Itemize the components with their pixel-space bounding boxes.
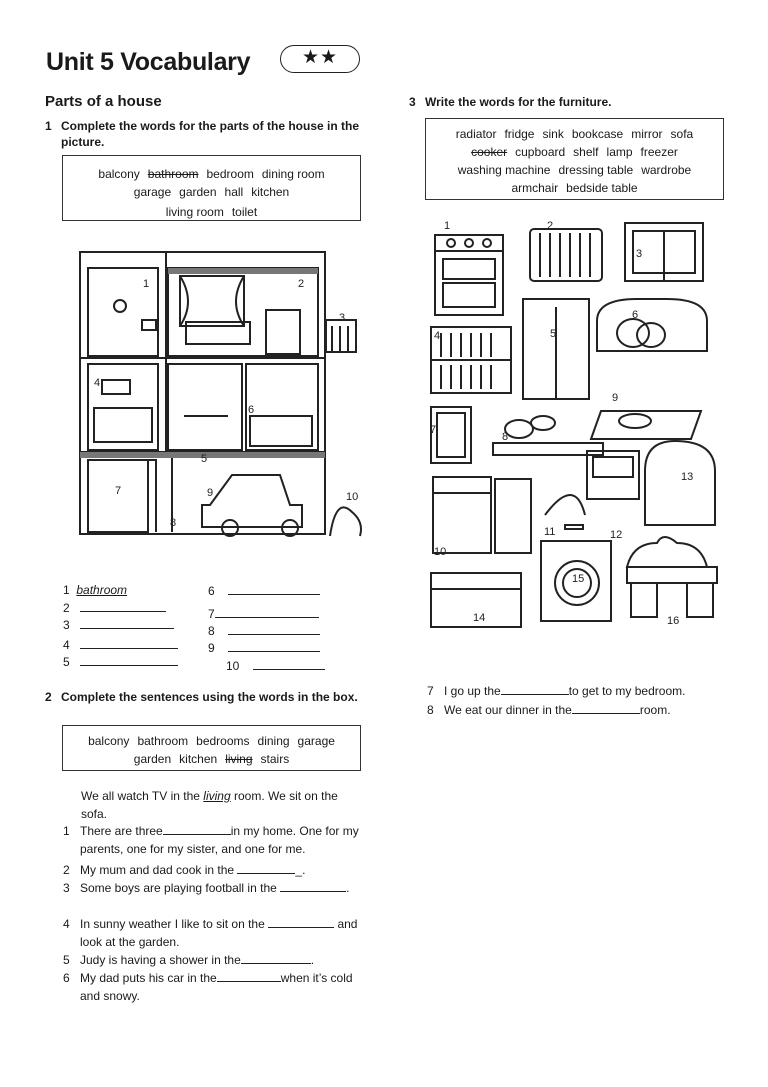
word-box-item: shelf: [573, 145, 599, 159]
ex2-number: 2: [45, 690, 52, 704]
sentence-blank[interactable]: [163, 823, 231, 835]
answer-number: 4: [63, 638, 70, 652]
sentence-item: [63, 822, 363, 858]
sentence-blank[interactable]: [572, 702, 640, 714]
word-box-item: balcony: [98, 167, 140, 181]
sentence-text: In sunny weather I like to sit on the: [80, 917, 269, 931]
house-label: 8: [170, 517, 177, 529]
sentence-item: [63, 951, 363, 969]
ex1-instruction-text: Complete the words for the parts of the house in the picture.: [61, 119, 360, 149]
page-title: Unit 5 Vocabulary: [46, 48, 251, 76]
answer-number: 9: [208, 641, 215, 655]
answer-number: 10: [226, 659, 240, 673]
sentence-text: We eat our dinner in the: [444, 703, 572, 717]
sentence-text: I go up the: [444, 684, 501, 698]
word-box-item: wardrobe: [641, 163, 692, 177]
sentence-number: 8: [427, 703, 434, 717]
house-label: 10: [346, 491, 359, 503]
furniture-label: 16: [667, 615, 680, 627]
sentence-text: room.: [639, 703, 671, 717]
furniture-label: 1: [444, 220, 451, 232]
answer-blank[interactable]: [80, 600, 166, 612]
word-box-item: garage: [297, 734, 335, 748]
answer-row: [208, 606, 319, 621]
house-label: 3: [339, 312, 346, 324]
sentence-item: [63, 915, 363, 951]
sentence-text: .: [346, 881, 350, 895]
ex1-number: 1: [45, 119, 52, 133]
answer-blank[interactable]: [253, 658, 325, 670]
furniture-label: 8: [502, 431, 509, 443]
sentence-text: My mum and dad cook in the: [80, 863, 238, 877]
answer-row: [208, 640, 320, 655]
answer-number: 2: [63, 601, 70, 615]
word-box-item: radiator: [455, 127, 497, 141]
sentence-item: [63, 861, 363, 879]
word-box-item: kitchen: [179, 752, 218, 766]
word-box-item: freezer: [640, 145, 678, 159]
word-box-item: sink: [542, 127, 564, 141]
sentence-number: 4: [63, 917, 70, 931]
word-box-item: dining room: [261, 167, 325, 181]
sentence-blank[interactable]: [268, 916, 334, 928]
word-box-item: armchair: [511, 181, 559, 195]
sentence-text: room. We sit on the sofa.: [81, 789, 338, 821]
word-box-item: bedside table: [566, 181, 638, 195]
answer-row: [63, 617, 174, 632]
answer-row: [63, 600, 166, 615]
answer-blank[interactable]: [228, 623, 320, 635]
sentence-text: My dad puts his car in the: [80, 971, 217, 985]
sentence-item: [63, 969, 363, 1005]
sentence-number: 6: [63, 971, 70, 985]
answer-number: 8: [208, 624, 215, 638]
sentence-number: 3: [63, 881, 70, 895]
ex1-instruction: [45, 118, 363, 150]
house-label: 4: [94, 377, 101, 389]
furniture-label: 7: [430, 424, 437, 436]
sentence-text: Judy is having a shower in the: [80, 953, 241, 967]
word-box-item: garden: [133, 752, 172, 766]
sentence-blank[interactable]: [280, 880, 346, 892]
word-box-item: mirror: [631, 127, 663, 141]
ex2-word-box: [62, 725, 361, 771]
ex2-instruction: [45, 689, 363, 705]
sentence-text: We all watch TV in the: [81, 789, 204, 803]
sentence-item: [427, 701, 727, 719]
answer-blank[interactable]: [215, 606, 319, 618]
furniture-label: 4: [434, 330, 441, 342]
furniture-label: 6: [632, 309, 639, 321]
answer-row: [226, 658, 325, 673]
ex3-instruction-text: Write the words for the furniture.: [425, 95, 612, 109]
word-box-item: stairs: [260, 752, 290, 766]
word-box-item: dining: [257, 734, 290, 748]
answer-row: [63, 637, 178, 652]
word-box-item: toilet: [231, 205, 258, 219]
word-box-item: garage: [133, 185, 172, 199]
sentence-blank[interactable]: [241, 952, 311, 964]
sentence-text: There are three: [80, 824, 163, 838]
furniture-label: 5: [550, 328, 557, 340]
word-box-item-crossed: bathroom: [147, 167, 199, 181]
answer-number: 3: [63, 618, 70, 632]
furniture-label: 11: [544, 526, 556, 538]
answer-row: [63, 583, 127, 597]
word-box-item: balcony: [88, 734, 130, 748]
sentence-text: and look at the garden.: [80, 917, 358, 949]
answer-blank[interactable]: [80, 654, 178, 666]
sentence-blank[interactable]: [217, 970, 281, 982]
sentence-blank[interactable]: [237, 862, 295, 874]
house-label: 5: [201, 453, 208, 465]
ex1-word-box: [62, 155, 361, 221]
answer-row: [208, 623, 320, 638]
house-label: 1: [143, 278, 150, 290]
word-box-item: lamp: [606, 145, 633, 159]
sentence-text: .: [310, 953, 315, 967]
ex3-instruction: [409, 94, 729, 110]
furniture-label: 12: [610, 529, 623, 541]
ex3-number: 3: [409, 95, 416, 109]
word-box-item: garden: [179, 185, 217, 199]
word-box-item: kitchen: [251, 185, 290, 199]
word-box-item: bedroom: [206, 167, 254, 181]
sentence-text: when it’s cold and snowy.: [80, 971, 353, 1003]
sentence-item: [63, 879, 363, 897]
example-sentence: [81, 787, 363, 823]
answer-number: 6: [208, 584, 215, 598]
answer-row: [63, 654, 178, 669]
sentence-number: 2: [63, 863, 70, 877]
sentence-text: _.: [295, 863, 306, 877]
sentence-text: in my home. One for my parents, one for my sister, and one for me.: [80, 824, 359, 856]
house-label: 9: [207, 487, 214, 499]
answer-blank[interactable]: [80, 617, 174, 629]
word-box-item: dressing table: [558, 163, 634, 177]
ex3-word-box: [425, 118, 724, 200]
furniture-label: 15: [572, 573, 585, 585]
furniture-label: 14: [473, 612, 486, 624]
sentence-item: [427, 682, 727, 700]
furniture-label: 9: [612, 392, 619, 404]
answer-blank[interactable]: [228, 640, 320, 652]
sentence-number: 1: [63, 824, 70, 838]
answer-blank[interactable]: [228, 583, 320, 595]
house-label: 2: [298, 278, 305, 290]
furniture-illustration: [425, 215, 725, 635]
difficulty-stars-badge: ★★: [280, 45, 360, 73]
sentence-text: to get to my bedroom.: [568, 684, 686, 698]
furniture-label: 13: [681, 471, 694, 483]
word-box-item-crossed: living: [225, 752, 253, 766]
sentence-number: 5: [63, 953, 70, 967]
word-box-item-crossed: cooker: [471, 145, 508, 159]
word-box-item: fridge: [504, 127, 535, 141]
answer-number: 7: [208, 607, 215, 621]
word-box-item: bookcase: [571, 127, 624, 141]
sentence-blank[interactable]: [501, 683, 569, 695]
answer-example: bathroom: [76, 583, 128, 597]
example-answer: living: [203, 789, 231, 803]
word-box-item: bedrooms: [196, 734, 250, 748]
sentence-number: 7: [427, 684, 434, 698]
answer-blank[interactable]: [80, 637, 178, 649]
word-box-item: sofa: [670, 127, 694, 141]
word-box-item: washing machine: [457, 163, 551, 177]
furniture-label: 2: [547, 220, 554, 232]
answer-number: 5: [63, 655, 70, 669]
ex2-instruction-text: Complete the sentences using the words in the box.: [61, 690, 358, 704]
word-box-item: bathroom: [137, 734, 189, 748]
answer-row: [208, 583, 320, 598]
sentence-text: Some boys are playing football in the: [80, 881, 281, 895]
furniture-label: 10: [434, 546, 447, 558]
word-box-item: cupboard: [515, 145, 566, 159]
house-label: 7: [115, 485, 122, 497]
furniture-label: 3: [636, 248, 643, 260]
word-box-item: hall: [224, 185, 244, 199]
answer-number: 1: [63, 583, 70, 597]
section-heading: Parts of a house: [45, 93, 162, 110]
word-box-item: living room: [165, 205, 224, 219]
house-label: 6: [248, 404, 255, 416]
